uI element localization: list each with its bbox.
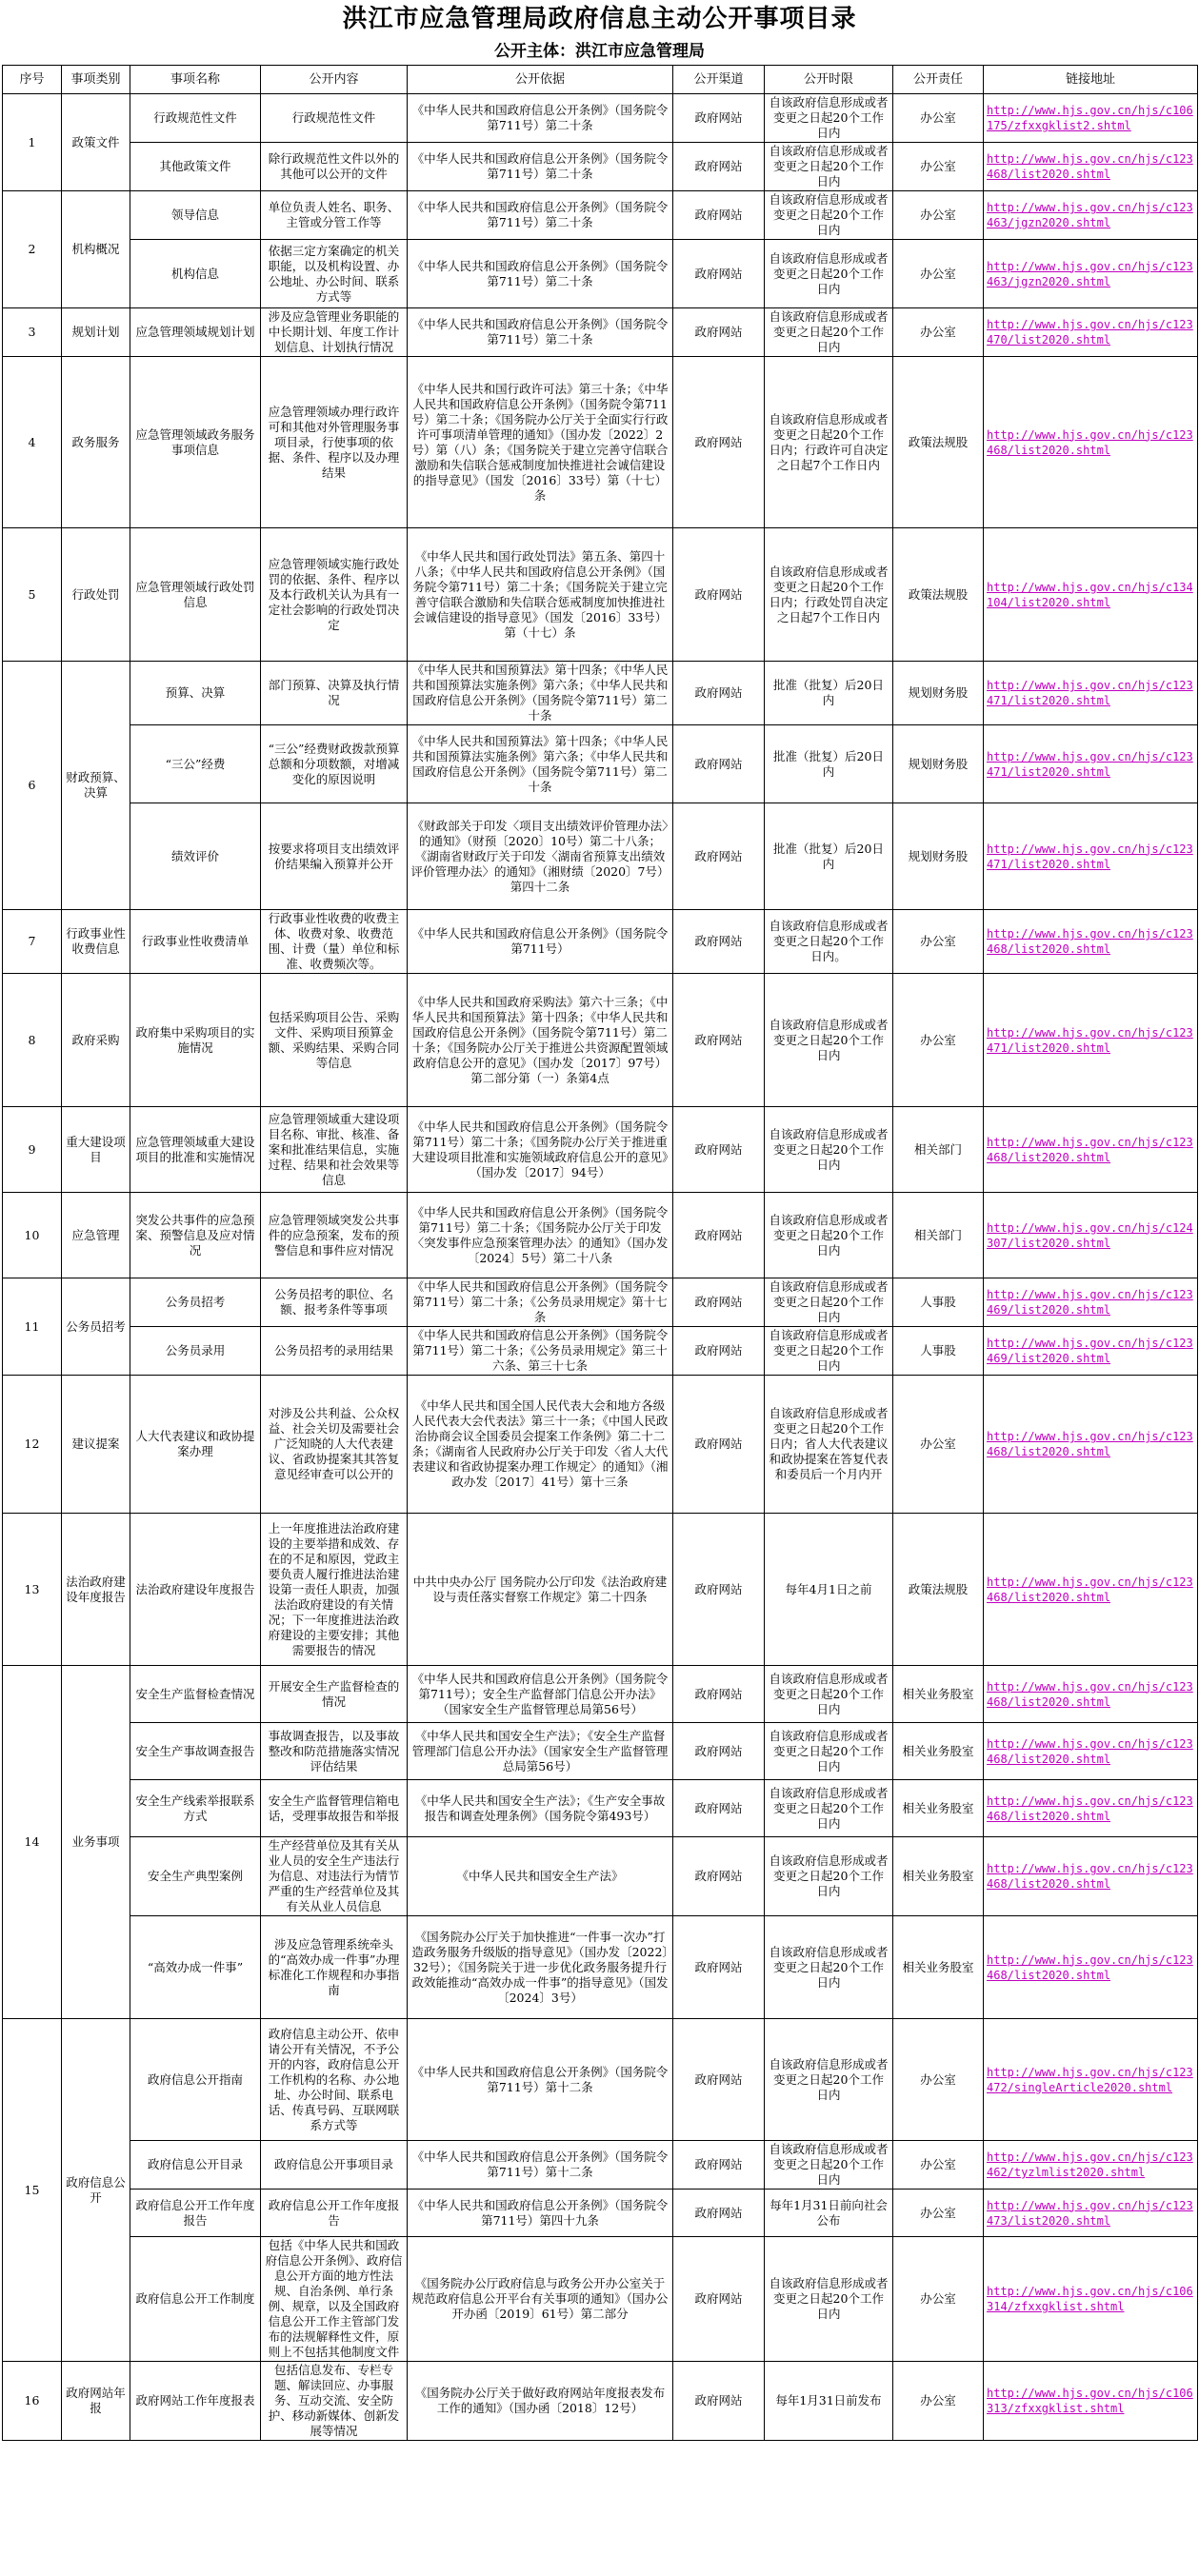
table-row [3,94,1198,143]
item-link-cell [984,308,1198,357]
item-time-limit: 自该政府信息形成或者变更之日起20个工作日内 [765,1278,893,1327]
item-time-limit: 自该政府信息形成或者变更之日起20个工作日内 [765,2237,893,2362]
item-time-limit: 自该政府信息形成或者变更之日起20个工作日内 [765,1666,893,1723]
item-responsible: 办公室 [893,910,984,974]
table-row [3,1193,1198,1278]
item-category: 行政事业性收费信息 [62,910,130,974]
item-time-limit: 自该政府信息形成或者变更之日起20个工作日内 [765,94,893,143]
item-name: 机构信息 [130,240,261,308]
item-name: 应急管理领域重大建设项目的批准和实施情况 [130,1107,261,1193]
item-basis: 《中华人民共和国政府信息公开条例》（国务院令第711号）第二十条 [408,308,673,357]
item-content: 应急管理领域办理行政许可和其他对外管理服务事项目录，行使事项的依据、条件、程序以及办理结果 [261,357,408,528]
row-number: 13 [3,1514,62,1666]
item-basis: 《中华人民共和国政府信息公开条例》（国务院令第711号）第四十九条 [408,2190,673,2237]
item-channel: 政府网站 [673,2190,765,2237]
item-content: 包括信息发布、专栏专题、解读回应、办事服务、互动交流、安全防护、移动新媒体、创新发展等情况 [261,2362,408,2441]
item-link[interactable]: http://www.hjs.gov.cn/hjs/c123470/list2020.shtml [987,318,1193,347]
item-link[interactable]: http://www.hjs.gov.cn/hjs/c123473/list2020.shtml [987,2198,1193,2228]
item-link[interactable]: http://www.hjs.gov.cn/hjs/c106314/zfxxgklist.shtml [987,2285,1193,2313]
item-content: 除行政规范性文件以外的其他可以公开的文件 [261,143,408,191]
item-basis: 《国务院办公厅政府信息与政务公开办公室关于规范政府信息公开平台有关事项的通知》（国办公开办函〔2019〕61号）第二部分 [408,2237,673,2362]
item-link[interactable]: http://www.hjs.gov.cn/hjs/c123471/list2020.shtml [987,1025,1193,1055]
item-basis: 《中华人民共和国政府信息公开条例》（国务院令第711号） [408,910,673,974]
item-name: 安全生产线索举报联系方式 [130,1780,261,1837]
table-row [3,910,1198,974]
item-name: 应急管理领域政务服务事项信息 [130,357,261,528]
table-row [3,143,1198,191]
table-row [3,528,1198,662]
item-channel: 政府网站 [673,1916,765,2019]
item-channel: 政府网站 [673,1107,765,1193]
item-responsible: 相关业务股室 [893,1837,984,1916]
publisher-subtitle: 公开主体：洪江市应急管理局 [494,42,705,61]
item-basis: 《中华人民共和国安全生产法》；《生产安全事故报告和调查处理条例》（国务院令第493号） [408,1780,673,1837]
item-channel: 政府网站 [673,725,765,803]
item-time-limit: 自该政府信息形成或者变更之日起20个工作日内。 [765,910,893,974]
item-link[interactable]: http://www.hjs.gov.cn/hjs/c123468/list2020.shtml [987,427,1193,457]
item-link[interactable]: http://www.hjs.gov.cn/hjs/c123468/list2020.shtml [987,152,1193,181]
header-duty: 公开责任 [893,66,984,94]
item-basis: 《中华人民共和国政府信息公开条例》（国务院令第711号）第二十条 [408,143,673,191]
item-category: 规划计划 [62,308,130,357]
header-content: 公开内容 [261,66,408,94]
item-basis: 《国务院办公厅关于做好政府网站年度报表发布工作的通知》（国办函〔2018〕12号） [408,2362,673,2441]
item-time-limit: 自该政府信息形成或者变更之日起20个工作日内 [765,1723,893,1780]
header-channel: 公开渠道 [673,66,765,94]
header-limit: 公开时限 [765,66,893,94]
item-content: 依据三定方案确定的机关职能，以及机构设置、办公地址、办公时间、联系方式等 [261,240,408,308]
item-basis: 《中华人民共和国政府信息公开条例》（国务院令第711号）第二十条 [408,240,673,308]
item-content: 政府信息主动公开、依申请公开有关情况，不予公开的内容，政府信息公开工作机构的名称、办公地址、办公时间、联系电话、传真号码、互联网联系方式等 [261,2019,408,2141]
item-content: 涉及应急管理业务职能的中长期计划、年度工作计划信息、计划执行情况 [261,308,408,357]
item-channel: 政府网站 [673,2362,765,2441]
item-basis: 《中华人民共和国安全生产法》；《安全生产监督管理部门信息公开办法》（国家安全生产监督管理总局第56号） [408,1723,673,1780]
item-name: 其他政策文件 [130,143,261,191]
header-basis: 公开依据 [408,66,673,94]
item-basis: 《中华人民共和国政府信息公开条例》（国务院令第711号）第二十条；《公务员录用规定》第十七条 [408,1278,673,1327]
item-name: 公务员招考 [130,1278,261,1327]
item-name: 领导信息 [130,191,261,240]
header-category: 事项类别 [62,66,130,94]
item-basis: 《中华人民共和国安全生产法》 [408,1837,673,1916]
item-time-limit: 自该政府信息形成或者变更之日起20个工作日内 [765,308,893,357]
item-name: 安全生产事故调查报告 [130,1723,261,1780]
item-link[interactable]: http://www.hjs.gov.cn/hjs/c123468/list2020.shtml [987,1679,1193,1709]
item-link-cell [984,662,1198,725]
row-number: 1 [3,94,62,191]
item-responsible: 相关业务股室 [893,1780,984,1837]
item-content: 单位负责人姓名、职务、主管或分管工作等 [261,191,408,240]
item-category: 应急管理 [62,1193,130,1278]
table-row [3,240,1198,308]
item-link[interactable]: http://www.hjs.gov.cn/hjs/c106175/zfxxgklist2.shtml [987,104,1193,132]
item-link-cell [984,1780,1198,1837]
item-name: 政府信息公开目录 [130,2141,261,2190]
item-channel: 政府网站 [673,1327,765,1376]
item-category: 政务服务 [62,357,130,528]
item-channel: 政府网站 [673,528,765,662]
item-time-limit: 自该政府信息形成或者变更之日起20个工作日内；行政处罚自决定之日起7个工作日内 [765,528,893,662]
row-number: 12 [3,1376,62,1514]
item-name: “三公”经费 [130,725,261,803]
item-responsible: 办公室 [893,143,984,191]
item-responsible: 相关部门 [893,1107,984,1193]
item-basis: 《中华人民共和国政府信息公开条例》（国务院令第711号）第二十条；《公务员录用规定》第三十六条、第三十七条 [408,1327,673,1376]
item-content: 对涉及公共利益、公众权益、社会关切及需要社会广泛知晓的人大代表建议、省政协提案其其答复意见经审查可以公开的 [261,1376,408,1514]
table-row [3,1107,1198,1193]
item-category: 政府采购 [62,974,130,1107]
item-content: 应急管理领域实施行政处罚的依据、条件、程序以及本行政机关认为具有一定社会影响的行政处罚决定 [261,528,408,662]
item-link-cell [984,910,1198,974]
item-time-limit: 自该政府信息形成或者变更之日起20个工作日内；省人大代表建议和政协提案在答复代表和委员后一个月内开 [765,1376,893,1514]
item-channel: 政府网站 [673,240,765,308]
item-name: 人大代表建议和政协提案办理 [130,1376,261,1514]
item-link-cell [984,725,1198,803]
item-category: 法治政府建设年度报告 [62,1514,130,1666]
item-responsible: 规划财务股 [893,803,984,910]
item-responsible: 相关业务股室 [893,1666,984,1723]
item-link[interactable]: http://www.hjs.gov.cn/hjs/c123471/list2020.shtml [987,679,1193,707]
item-channel: 政府网站 [673,308,765,357]
table-row [3,2237,1198,2362]
item-time-limit: 自该政府信息形成或者变更之日起20个工作日内 [765,1107,893,1193]
item-link-cell [984,1666,1198,1723]
item-name: 政府集中采购项目的实施情况 [130,974,261,1107]
item-link-cell [984,240,1198,308]
item-content: 行政规范性文件 [261,94,408,143]
item-content: 应急管理领域突发公共事件的应急预案，发布的预警信息和事件应对情况 [261,1193,408,1278]
page-title: 洪江市应急管理局政府信息主动公开事项目录 [342,5,857,33]
row-number: 15 [3,2019,62,2362]
item-content: 政府信息公开工作年度报告 [261,2190,408,2237]
item-link[interactable]: http://www.hjs.gov.cn/hjs/c106313/zfxxgklist.shtml [987,2387,1193,2415]
table-row [3,1837,1198,1916]
item-channel: 政府网站 [673,2141,765,2190]
item-channel: 政府网站 [673,94,765,143]
item-channel: 政府网站 [673,803,765,910]
item-basis: 《中华人民共和国行政许可法》第三十条；《中华人民共和国政府信息公开条例》（国务院令第711号）第二十条；《国务院办公厅关于全面实行行政许可事项清单管理的通知》（国办发〔2022〕2号）第（八）条；《国务院关于建立完善守信联合激励和失信联合惩戒制度加快推进社会诚信建设的指导意见》（国发〔2016〕33号）第（十七）条 [408,357,673,528]
table-row [3,1666,1198,1723]
table-row [3,2190,1198,2237]
item-content: 行政事业性收费的收费主体、收费对象、收费范围、计费（量）单位和标准、收费频次等。 [261,910,408,974]
item-responsible: 政策法规股 [893,528,984,662]
item-content: 政府信息公开事项目录 [261,2141,408,2190]
item-name: 政府信息公开指南 [130,2019,261,2141]
item-link-cell [984,2190,1198,2237]
item-name: 应急管理领域行政处罚信息 [130,528,261,662]
item-link[interactable]: http://www.hjs.gov.cn/hjs/c124307/list2020.shtml [987,1220,1193,1250]
item-category: 业务事项 [62,1666,130,2019]
item-link[interactable]: http://www.hjs.gov.cn/hjs/c123463/jgzn2020.shtml [987,259,1193,288]
row-number: 3 [3,308,62,357]
item-responsible: 办公室 [893,2362,984,2441]
table-row [3,803,1198,910]
item-category: 政府网站年报 [62,2362,130,2441]
item-content: 包括采购项目公告、采购文件、采购项目预算金额、采购结果、采购合同等信息 [261,974,408,1107]
item-link[interactable]: http://www.hjs.gov.cn/hjs/c123468/list2020.shtml [987,1862,1193,1891]
row-number: 14 [3,1666,62,2019]
item-basis: 《中华人民共和国行政处罚法》第五条、第四十八条；《中华人民共和国政府信息公开条例》（国务院令第711号）第二十条；《国务院关于建立完善守信联合激励和失信联合惩戒制度加快推进社会诚信建设的指导意见》（国发〔2016〕33号）第（十七）条 [408,528,673,662]
row-number: 4 [3,357,62,528]
table-row [3,974,1198,1107]
item-responsible: 人事股 [893,1327,984,1376]
item-name: 应急管理领域规划计划 [130,308,261,357]
table-row [3,1723,1198,1780]
row-number: 6 [3,662,62,910]
item-responsible: 办公室 [893,2237,984,2362]
item-name: 行政规范性文件 [130,94,261,143]
item-link-cell [984,1327,1198,1376]
item-basis: 《中华人民共和国政府信息公开条例》（国务院令第711号）第十二条 [408,2019,673,2141]
row-number: 16 [3,2362,62,2441]
item-name: 公务员录用 [130,1327,261,1376]
item-link-cell [984,1376,1198,1514]
item-responsible: 办公室 [893,240,984,308]
item-responsible: 办公室 [893,2141,984,2190]
item-channel: 政府网站 [673,1666,765,1723]
table-row [3,2019,1198,2141]
header-name: 事项名称 [130,66,261,94]
item-link[interactable]: http://www.hjs.gov.cn/hjs/c134104/list2020.shtml [987,580,1193,609]
item-responsible: 办公室 [893,94,984,143]
item-time-limit: 每年4月1日之前 [765,1514,893,1666]
item-content: 按要求将项目支出绩效评价结果编入预算并公开 [261,803,408,910]
item-name: 突发公共事件的应急预案、预警信息及应对情况 [130,1193,261,1278]
item-content: 开展安全生产监督检查的情况 [261,1666,408,1723]
item-channel: 政府网站 [673,1514,765,1666]
item-name: “高效办成一件事” [130,1916,261,2019]
item-responsible: 相关业务股室 [893,1916,984,2019]
header-link: 链接地址 [984,66,1198,94]
item-responsible: 办公室 [893,191,984,240]
item-content: 安全生产监督管理信箱电话，受理事故报告和举报 [261,1780,408,1837]
disclosure-table [2,65,1198,2441]
item-time-limit: 自该政府信息形成或者变更之日起20个工作日内 [765,191,893,240]
item-link-cell [984,1107,1198,1193]
item-channel: 政府网站 [673,1376,765,1514]
item-link-cell [984,191,1198,240]
item-content: 应急管理领域重大建设项目名称、审批、核准、备案和批准结果信息，实施过程、结果和社会效果等信息 [261,1107,408,1193]
item-link-cell [984,803,1198,910]
item-basis: 《中华人民共和国预算法》第十四条；《中华人民共和国预算法实施条例》第六条；《中华人民共和国政府信息公开条例》（国务院令第711号）第二十条 [408,662,673,725]
item-content: 部门预算、决算及执行情况 [261,662,408,725]
item-content: 包括《中华人民共和国政府信息公开条例》、政府信息公开方面的地方性法规、自治条例、单行条例、规章，以及全国政府信息公开工作主管部门发布的法规解释性文件，原则上不包括其他制度文件 [261,2237,408,2362]
item-basis: 《中华人民共和国政府信息公开条例》（国务院令第711号）第二十条；《国务院办公厅关于印发〈突发事件应急预案管理办法〉的通知》（国办发〔2024〕5号）第二十八条 [408,1193,673,1278]
item-responsible: 政策法规股 [893,1514,984,1666]
item-channel: 政府网站 [673,2019,765,2141]
item-content: 事故调查报告，以及事故整改和防范措施落实情况评估结果 [261,1723,408,1780]
row-number: 9 [3,1107,62,1193]
item-link-cell [984,143,1198,191]
item-channel: 政府网站 [673,191,765,240]
item-category: 重大建设项目 [62,1107,130,1193]
item-channel: 政府网站 [673,974,765,1107]
header-row [3,66,1198,94]
item-link[interactable]: http://www.hjs.gov.cn/hjs/c123472/singleArticle2020.shtml [987,2065,1193,2094]
item-link[interactable]: http://www.hjs.gov.cn/hjs/c123471/list2020.shtml [987,749,1193,779]
item-responsible: 人事股 [893,1278,984,1327]
table-body [3,94,1198,2441]
row-number: 7 [3,910,62,974]
item-name: 政府信息公开工作制度 [130,2237,261,2362]
item-basis: 《财政部关于印发〈项目支出绩效评价管理办法〉的通知》（财预〔2020〕10号）第二十八条；《湖南省财政厅关于印发〈湖南省预算支出绩效评价管理办法〉的通知》（湘财绩〔2020〕7号）第四十二条 [408,803,673,910]
item-channel: 政府网站 [673,662,765,725]
table-row [3,1514,1198,1666]
table-row [3,308,1198,357]
item-link[interactable]: http://www.hjs.gov.cn/hjs/c123468/list2020.shtml [987,1952,1193,1982]
item-time-limit: 批准（批复）后20日内 [765,803,893,910]
item-link-cell [984,1916,1198,2019]
table-row [3,191,1198,240]
item-channel: 政府网站 [673,1278,765,1327]
item-responsible: 办公室 [893,2190,984,2237]
item-link[interactable]: http://www.hjs.gov.cn/hjs/c123468/list2020.shtml [987,1736,1193,1766]
item-link-cell [984,2237,1198,2362]
row-number: 10 [3,1193,62,1278]
item-category: 政府信息公开 [62,2019,130,2362]
item-link[interactable]: http://www.hjs.gov.cn/hjs/c123468/list2020.shtml [987,1793,1193,1823]
item-time-limit: 每年1月31日前向社会公布 [765,2190,893,2237]
item-responsible: 相关业务股室 [893,1723,984,1780]
item-time-limit: 自该政府信息形成或者变更之日起20个工作日内 [765,1193,893,1278]
table-row [3,662,1198,725]
item-time-limit: 自该政府信息形成或者变更之日起20个工作日内 [765,240,893,308]
item-basis: 《中华人民共和国政府采购法》第六十三条；《中华人民共和国预算法》第十四条；《中华人民共和国政府信息公开条例》（国务院令第711号）第二十条；《国务院办公厅关于推进公共资源配置领域政府信息公开的意见》（国办发〔2017〕97号）第二部分第（一）条第4点 [408,974,673,1107]
table-row [3,1780,1198,1837]
item-responsible: 办公室 [893,1376,984,1514]
item-channel: 政府网站 [673,2237,765,2362]
item-responsible: 相关部门 [893,1193,984,1278]
item-content: “三公”经费财政拨款预算总额和分项数额，对增减变化的原因说明 [261,725,408,803]
item-channel: 政府网站 [673,143,765,191]
item-category: 建议提案 [62,1376,130,1514]
table-row [3,2141,1198,2190]
row-number: 8 [3,974,62,1107]
item-basis: 《中华人民共和国政府信息公开条例》（国务院令第711号）第二十条；《国务院办公厅关于推进重大建设项目批准和实施领域政府信息公开的意见》（国办发〔2017〕94号） [408,1107,673,1193]
item-channel: 政府网站 [673,1837,765,1916]
item-basis: 《中华人民共和国全国人民代表大会和地方各级人民代表大会代表法》第三十一条；《中国人民政治协商会议全国委员会提案工作条例》第二十二条；《湖南省人民政府办公厅关于印发〈省人大代表建议和省政协提案办理工作规定〉的通知》（湘政办发〔2017〕41号）第十三条 [408,1376,673,1514]
item-content: 公务员招考的录用结果 [261,1327,408,1376]
table-row [3,725,1198,803]
item-responsible: 规划财务股 [893,662,984,725]
row-number: 11 [3,1278,62,1376]
item-time-limit: 自该政府信息形成或者变更之日起20个工作日内 [765,2019,893,2141]
header-no: 序号 [3,66,62,94]
item-link-cell [984,2141,1198,2190]
item-link[interactable]: http://www.hjs.gov.cn/hjs/c123469/list2020.shtml [987,1337,1193,1365]
item-name: 安全生产典型案例 [130,1837,261,1916]
item-time-limit: 自该政府信息形成或者变更之日起20个工作日内 [765,1780,893,1837]
row-number: 5 [3,528,62,662]
item-category: 机构概况 [62,191,130,308]
item-link-cell [984,2362,1198,2441]
table-row [3,1278,1198,1327]
item-name: 安全生产监督检查情况 [130,1666,261,1723]
item-link-cell [984,357,1198,528]
item-time-limit: 自该政府信息形成或者变更之日起20个工作日内 [765,1916,893,2019]
item-time-limit: 每年1月31日前发布 [765,2362,893,2441]
item-basis: 《国务院办公厅关于加快推进“一件事一次办”打造政务服务升级版的指导意见》（国办发〔2022〕32号）；《国务院关于进一步优化政务服务提升行政效能推动“高效办成一件事”的指导意见》（国发〔2024〕3号） [408,1916,673,2019]
item-channel: 政府网站 [673,357,765,528]
item-responsible: 规划财务股 [893,725,984,803]
item-name: 预算、决算 [130,662,261,725]
item-time-limit: 自该政府信息形成或者变更之日起20个工作日内；行政许可自决定之日起7个工作日内 [765,357,893,528]
item-basis: 《中华人民共和国政府信息公开条例》（国务院令第711号）第二十条 [408,94,673,143]
item-link[interactable]: http://www.hjs.gov.cn/hjs/c123468/list2020.shtml [987,1575,1193,1604]
table-row [3,1376,1198,1514]
item-content: 生产经营单位及其有关从业人员的安全生产违法行为信息、对违法行为情节严重的生产经营单位及其有关从业人员信息 [261,1837,408,1916]
item-name: 政府信息公开工作年度报告 [130,2190,261,2237]
item-responsible: 政策法规股 [893,357,984,528]
item-name: 绩效评价 [130,803,261,910]
item-category: 政策文件 [62,94,130,191]
item-link-cell [984,1723,1198,1780]
item-content: 涉及应急管理系统牵头的“高效办成一件事”办理标准化工作规程和办事指南 [261,1916,408,2019]
item-link[interactable]: http://www.hjs.gov.cn/hjs/c123462/tyzlmlist2020.shtml [987,2150,1193,2179]
item-channel: 政府网站 [673,910,765,974]
row-number: 2 [3,191,62,308]
table-row [3,1916,1198,2019]
item-name: 法治政府建设年度报告 [130,1514,261,1666]
item-basis: 《中华人民共和国政府信息公开条例》（国务院令第711号）第十二条 [408,2141,673,2190]
table-row [3,1327,1198,1376]
item-channel: 政府网站 [673,1723,765,1780]
item-link-cell [984,974,1198,1107]
item-basis: 《中华人民共和国预算法》第十四条；《中华人民共和国预算法实施条例》第六条；《中华人民共和国政府信息公开条例》（国务院令第711号）第二十条 [408,725,673,803]
item-link-cell [984,2019,1198,2141]
item-name: 行政事业性收费清单 [130,910,261,974]
item-link[interactable]: http://www.hjs.gov.cn/hjs/c123468/list2020.shtml [987,1135,1193,1164]
item-time-limit: 自该政府信息形成或者变更之日起20个工作日内 [765,974,893,1107]
item-link[interactable]: http://www.hjs.gov.cn/hjs/c123469/list2020.shtml [987,1288,1193,1317]
item-link-cell [984,528,1198,662]
item-name: 政府网站工作年度报表 [130,2362,261,2441]
item-link-cell [984,1514,1198,1666]
item-responsible: 办公室 [893,2019,984,2141]
item-time-limit: 批准（批复）后20日内 [765,662,893,725]
item-link[interactable]: http://www.hjs.gov.cn/hjs/c123468/list2020.shtml [987,927,1193,956]
item-link-cell [984,1278,1198,1327]
item-category: 财政预算、决算 [62,662,130,910]
item-link-cell [984,1837,1198,1916]
item-link[interactable]: http://www.hjs.gov.cn/hjs/c123468/list2020.shtml [987,1430,1193,1458]
item-time-limit: 自该政府信息形成或者变更之日起20个工作日内 [765,1327,893,1376]
item-content: 公务员招考的职位、名额、报考条件等事项 [261,1278,408,1327]
item-responsible: 办公室 [893,308,984,357]
item-category: 公务员招考 [62,1278,130,1376]
item-channel: 政府网站 [673,1193,765,1278]
item-basis: 《中华人民共和国政府信息公开条例》（国务院令第711号）第二十条 [408,191,673,240]
table-row [3,2362,1198,2441]
item-link-cell [984,94,1198,143]
item-time-limit: 自该政府信息形成或者变更之日起20个工作日内 [765,2141,893,2190]
item-link[interactable]: http://www.hjs.gov.cn/hjs/c123463/jgzn2020.shtml [987,201,1193,229]
item-time-limit: 批准（批复）后20日内 [765,725,893,803]
table-row [3,357,1198,528]
item-channel: 政府网站 [673,1780,765,1837]
item-time-limit: 自该政府信息形成或者变更之日起20个工作日内 [765,143,893,191]
item-basis: 《中华人民共和国政府信息公开条例》（国务院令第711号）；安全生产监督部门信息公开办法》（国家安全生产监督管理总局第56号） [408,1666,673,1723]
item-link-cell [984,1193,1198,1278]
item-time-limit: 自该政府信息形成或者变更之日起20个工作日内 [765,1837,893,1916]
item-link[interactable]: http://www.hjs.gov.cn/hjs/c123471/list2020.shtml [987,842,1193,871]
item-content: 上一年度推进法治政府建设的主要举措和成效、存在的不足和原因，党政主要负责人履行推进法治建设第一责任人职责，加强法治政府建设的有关情况；下一年度推进法治政府建设的主要安排；其他需要报告的情况 [261,1514,408,1666]
item-responsible: 办公室 [893,974,984,1107]
item-category: 行政处罚 [62,528,130,662]
item-basis: 中共中央办公厅 国务院办公厅印发《法治政府建设与责任落实督察工作规定》第二十四条 [408,1514,673,1666]
